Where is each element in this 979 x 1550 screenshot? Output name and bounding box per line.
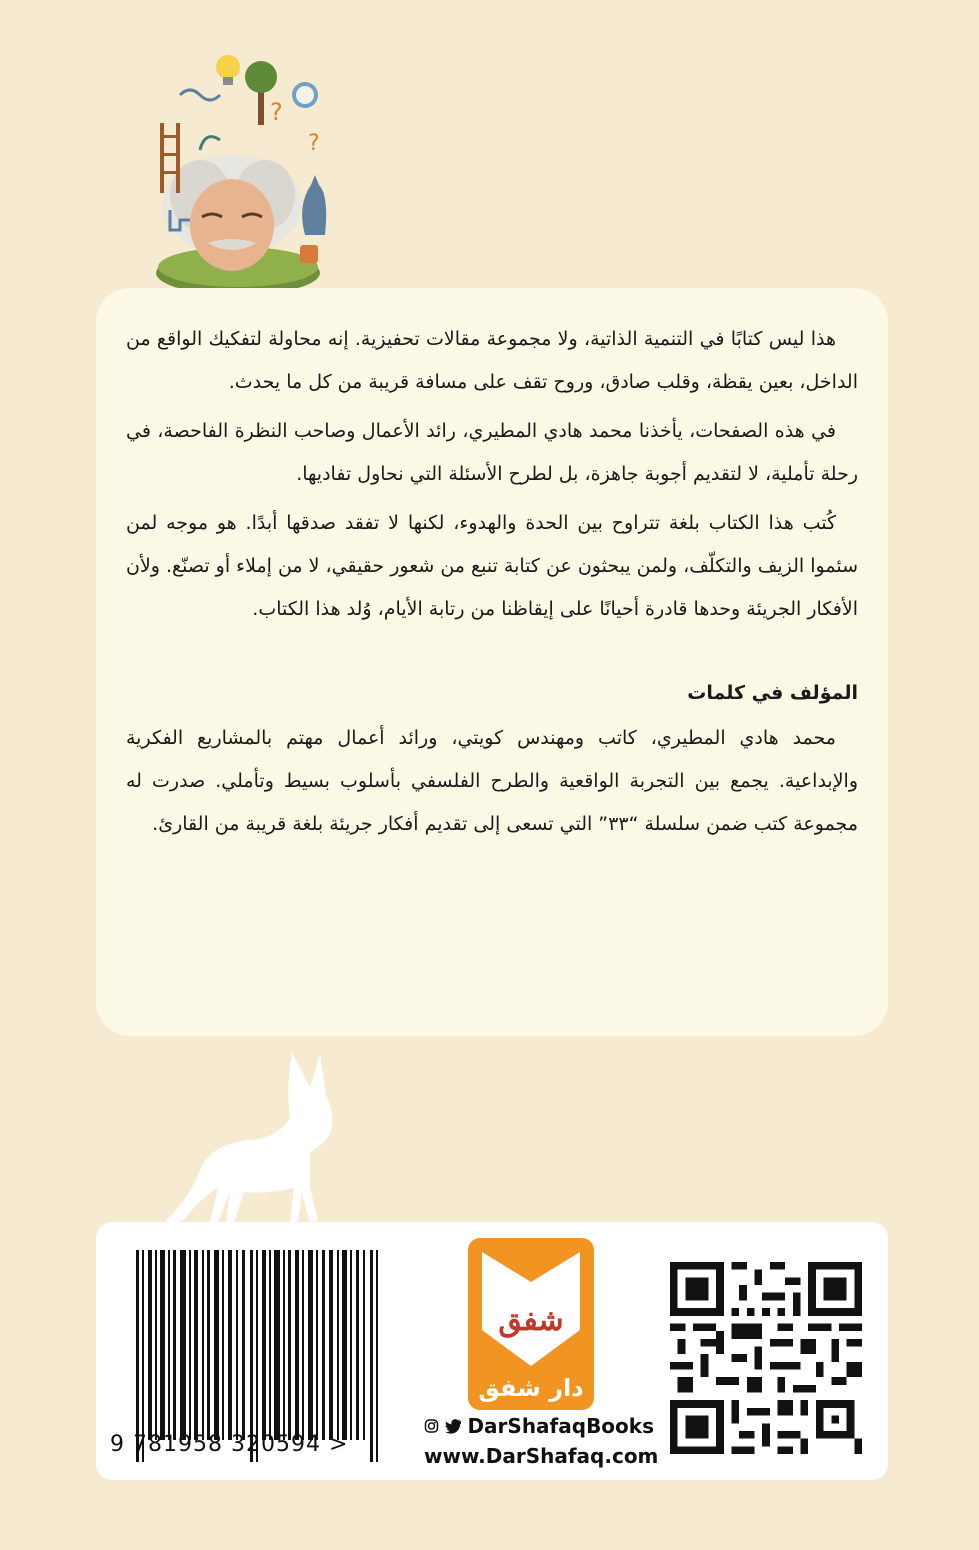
thinker-illustration bbox=[140, 45, 340, 300]
isbn-number: 9 781958 320594 > bbox=[110, 1432, 349, 1457]
back-cover-info-panel bbox=[96, 1222, 888, 1480]
intro-paragraph-3: كُتب هذا الكتاب بلغة تتراوح بين الحدة والهدوء، لكنها لا تفقد صدقها أبدًا. هو موجه لمن سئموا الزيف والتكلّف، ولمن يبحثون عن كتابة تنبع من شعور حقيقي، لا من إملاء أو تصنّع. ولأن الأفكار الجريئة وحدها قادرة أحيانًا على إيقاظنا من رتابة الأيام، وُلد هذا الكتاب. bbox=[125, 512, 858, 620]
fox-silhouette-icon bbox=[160, 1048, 360, 1228]
intro-paragraph-1: هذا ليس كتابًا في التنمية الذاتية، ولا مجموعة مقالات تحفيزية. إنه محاولة لتفكيك الواقع من الداخل، بعين يقظة، وقلب صادق، وروح تقف على مسافة قريبة من كل ما يحدث. bbox=[126, 328, 858, 393]
description-panel bbox=[96, 288, 888, 1036]
svg-text:?: ? bbox=[270, 98, 283, 126]
author-heading: المؤلف في كلمات bbox=[687, 682, 858, 704]
svg-text:?: ? bbox=[308, 131, 320, 156]
twitter-icon bbox=[445, 1416, 461, 1436]
isbn-barcode bbox=[136, 1250, 386, 1462]
author-bio: محمد هادي المطيري، كاتب ومهندس كويتي، ورائد أعمال مهتم بالمشاريع الفكرية والإبداعية. يجمع بين التجربة الواقعية والطرح الفلسفي بأسلوب بسيط وتأملي. صدرت له مجموعة كتب ضمن سلسلة “٣٣” التي تسعى إلى تقديم أفكار جريئة بلغة قريبة من القارئ. bbox=[126, 727, 858, 835]
publisher-name: دار شفق bbox=[478, 1374, 584, 1402]
fox-face-logo-icon bbox=[468, 1238, 594, 1378]
logo-calligraphy: شفق bbox=[498, 1303, 564, 1338]
publisher-logo bbox=[468, 1238, 594, 1410]
social-row bbox=[424, 1414, 654, 1438]
qr-code bbox=[670, 1262, 862, 1454]
instagram-icon bbox=[424, 1416, 439, 1436]
social-handle[interactable]: DarShafaqBooks bbox=[467, 1414, 654, 1438]
website-link[interactable]: www.DarShafaq.com bbox=[424, 1444, 659, 1468]
intro-paragraph-2: في هذه الصفحات، يأخذنا محمد هادي المطيري، رائد الأعمال وصاحب النظرة الفاحصة، في رحلة تأملية، لا لتقديم أجوبة جاهزة، بل لطرح الأسئلة التي نحاول تفاديها. bbox=[126, 420, 858, 485]
